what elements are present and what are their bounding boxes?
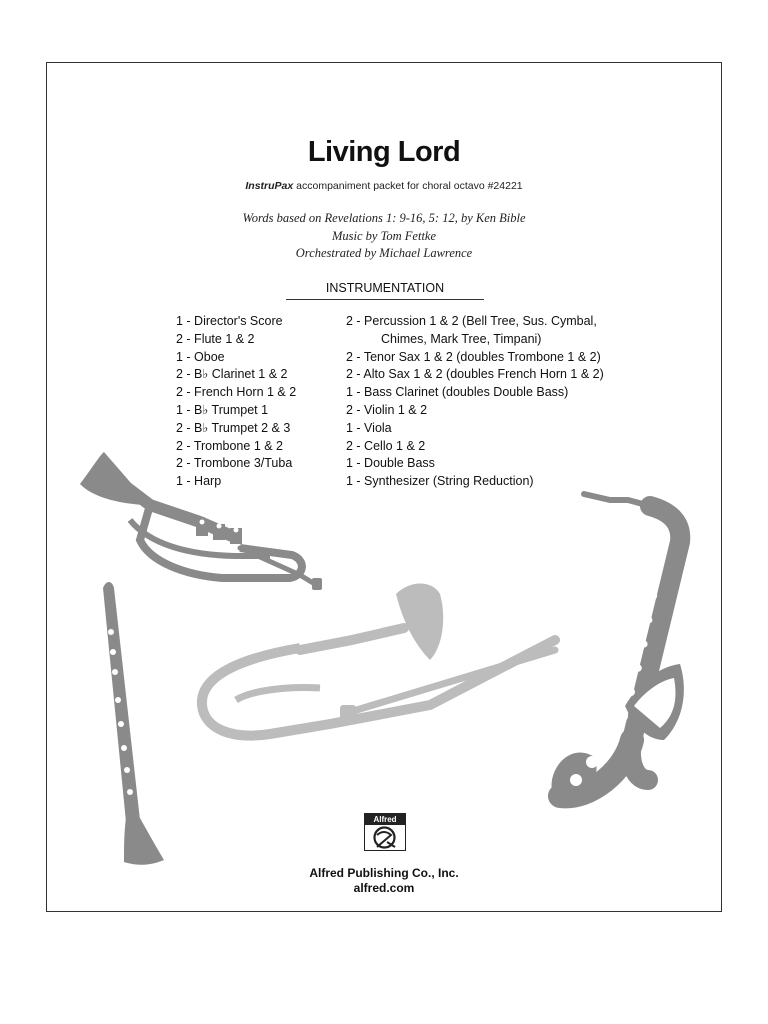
list-item: 1 - Double Bass xyxy=(346,456,435,471)
list-item: 2 - B♭ Trumpet 2 & 3 xyxy=(176,420,291,435)
list-item: 2 - Cello 1 & 2 xyxy=(346,438,426,453)
list-item: 1 - Synthesizer (String Reduction) xyxy=(346,474,534,489)
list-item: 2 - B♭ Clarinet 1 & 2 xyxy=(176,367,288,382)
instrumentation-heading: INSTRUMENTATION xyxy=(286,281,484,300)
list-item: Chimes, Mark Tree, Timpani) xyxy=(381,331,542,346)
saxophone-icon xyxy=(552,494,684,801)
trombone-icon xyxy=(202,584,555,736)
list-item: 2 - Trombone 1 & 2 xyxy=(176,438,284,453)
publisher-block xyxy=(0,866,768,896)
credit-words: Words based on Revelations 1: 9-16, 5: 12, by Ken Bible xyxy=(242,211,526,225)
credit-orchestration: Orchestrated by Michael Lawrence xyxy=(295,246,473,260)
list-item: 2 - Flute 1 & 2 xyxy=(176,331,255,346)
list-item: 1 - B♭ Trumpet 1 xyxy=(176,402,269,417)
list-item: 1 - Bass Clarinet (doubles Double Bass) xyxy=(346,385,569,400)
list-item: 2 - French Horn 1 & 2 xyxy=(176,385,297,400)
list-item: 2 - Alto Sax 1 & 2 (doubles French Horn 1 & 2) xyxy=(346,367,604,382)
list-item: 2 - Tenor Sax 1 & 2 (doubles Trombone 1 & 2) xyxy=(346,349,601,364)
alfred-logo xyxy=(364,813,406,851)
subtitle-text: accompaniment packet for choral octavo #24221 xyxy=(293,180,523,192)
page-title: Living Lord xyxy=(307,136,461,168)
publisher-url: alfred.com xyxy=(353,881,415,895)
clarinet-icon xyxy=(103,582,164,865)
list-item: 1 - Director's Score xyxy=(176,314,283,328)
subtitle-brand: InstruPax xyxy=(245,180,294,192)
list-item: 1 - Viola xyxy=(346,420,392,435)
logo-mark-icon xyxy=(365,825,404,850)
list-item: 2 - Percussion 1 & 2 (Bell Tree, Sus. Cymbal, xyxy=(346,314,597,328)
list-item: 1 - Harp xyxy=(176,474,222,489)
list-item: 1 - Oboe xyxy=(176,349,225,364)
credit-music: Music by Tom Fettke xyxy=(331,228,437,243)
list-item: 2 - Violin 1 & 2 xyxy=(346,402,428,417)
publisher-name: Alfred Publishing Co., Inc. xyxy=(309,866,459,880)
logo-wordmark: Alfred xyxy=(365,814,405,825)
list-item: 2 - Trombone 3/Tuba xyxy=(176,456,293,471)
trumpet-icon xyxy=(80,452,322,590)
